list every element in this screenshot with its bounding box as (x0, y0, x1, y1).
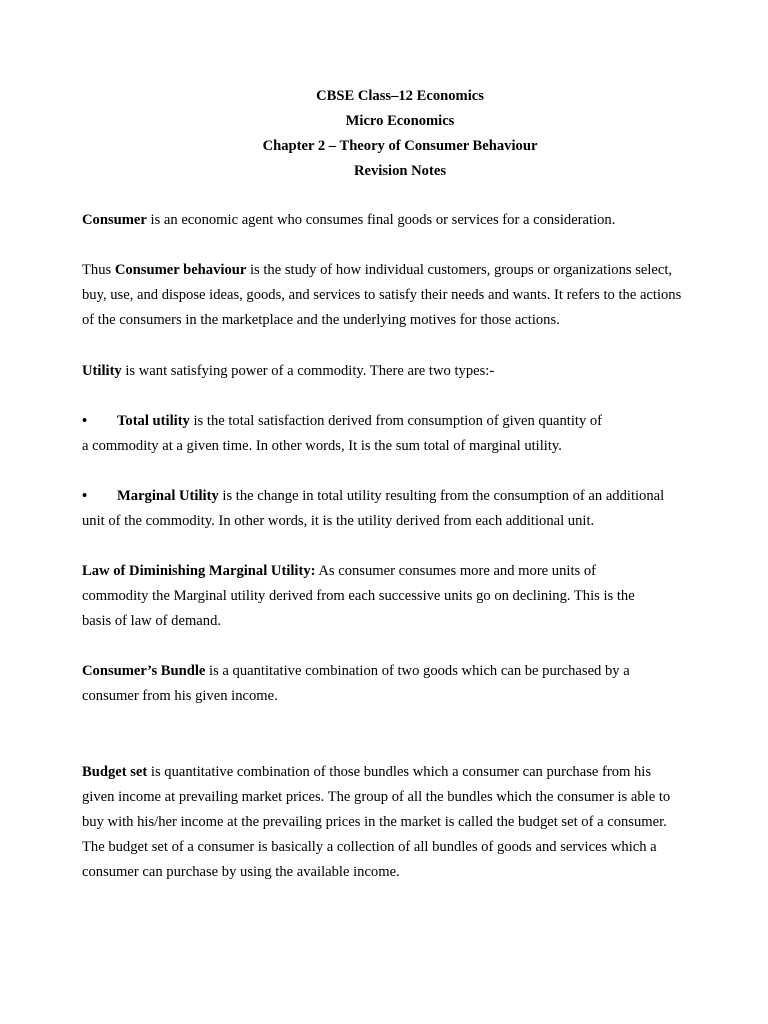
term-law-dmu: Law of Diminishing Marginal Utility: (82, 563, 316, 579)
paragraph-line: commodity the Marginal utility derived from each successive units go on declining. This is the (82, 588, 635, 604)
paragraph-line (82, 659, 742, 684)
paragraph-line: a commodity at a given time. In other words, It is the sum total of marginal utility. (82, 438, 562, 454)
term-consumers-bundle: Consumer’s Bundle (82, 663, 206, 679)
term-consumer: Consumer (82, 212, 147, 228)
definition-text: is quantitative combination of those bundles which a consumer can purchase from his (147, 764, 652, 780)
term-marginal-utility: Marginal Utility (117, 488, 219, 504)
term-budget-set: Budget set (82, 764, 148, 780)
header-subject: Micro Economics (345, 113, 455, 129)
paragraph-line (82, 484, 742, 509)
definition-text: is an economic agent who consumes final goods or services for a consideration. (146, 212, 616, 228)
header-board-class: CBSE Class–12 Economics (316, 88, 484, 104)
paragraph-utility (82, 359, 742, 384)
bullet-icon: • (82, 413, 88, 429)
paragraph-line (82, 208, 742, 233)
paragraph-budget-set (82, 760, 742, 885)
paragraph-line (82, 258, 742, 283)
definition-text: is want satisfying power of a commodity. There are two types:- (121, 363, 495, 379)
definition-text: is the total satisfaction derived from consumption of given quantity of (189, 413, 603, 429)
bullet-icon: • (82, 488, 88, 504)
paragraph-line (82, 359, 742, 384)
document-header (0, 84, 768, 184)
definition-text: is the change in total utility resulting from the consumption of an additional (218, 488, 665, 504)
paragraph-line: The budget set of a consumer is basically a collection of all bundles of goods and services which a (82, 839, 657, 855)
paragraph-line (82, 409, 742, 434)
paragraph-line (82, 559, 742, 584)
list-item-marginal-utility (82, 484, 742, 534)
paragraph-law-dmu (82, 559, 742, 634)
term-consumer-behaviour: Consumer behaviour (114, 262, 247, 278)
paragraph-consumer (82, 208, 742, 233)
header-revision-notes: Revision Notes (353, 163, 447, 179)
definition-text: As consumer consumes more and more units of (315, 563, 596, 579)
paragraph-line: of the consumers in the marketplace and the underlying motives for those actions. (82, 312, 560, 328)
paragraph-line: buy with his/her income at the prevailing prices in the market is called the budget set of a consumer. (82, 814, 667, 830)
term-utility: Utility (82, 363, 122, 379)
definition-text: is a quantitative combination of two goods which can be purchased by a (205, 663, 630, 679)
paragraph-line (82, 760, 742, 785)
paragraph-line: unit of the commodity. In other words, it is the utility derived from each additional unit. (82, 513, 595, 529)
paragraph-consumer-behaviour (82, 258, 742, 333)
term-total-utility: Total utility (117, 413, 190, 429)
paragraph-line: consumer can purchase by using the available income. (82, 864, 400, 880)
paragraph-line: basis of law of demand. (82, 613, 222, 629)
list-item-total-utility (82, 409, 742, 459)
paragraph-line: given income at prevailing market prices. The group of all the bundles which the consumer is able to (82, 789, 671, 805)
paragraph-consumers-bundle (82, 659, 742, 709)
paragraph-line: consumer from his given income. (82, 688, 278, 704)
paragraph-line: buy, use, and dispose ideas, goods, and services to satisfy their needs and wants. It refers to the actions (82, 287, 682, 303)
header-chapter: Chapter 2 – Theory of Consumer Behaviour (262, 138, 538, 154)
prefix-text: Thus (82, 262, 115, 278)
definition-text: is the study of how individual customers, groups or organizations select, (246, 262, 673, 278)
